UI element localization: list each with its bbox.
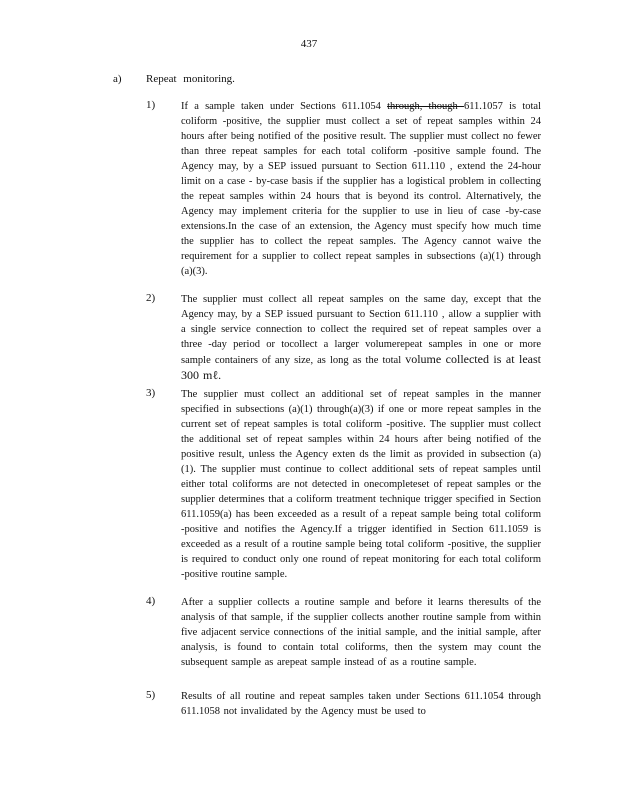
section-label: a) <box>113 73 122 85</box>
item-number: 2) <box>146 292 156 304</box>
item-number: 5) <box>146 689 156 701</box>
item-text: The supplier must collect an additional set of repeat samples in the manner specified in subsections (a)(1) through(a)(3) if one or more repeat samples in the current set of repeat samples is total coliform -positive. The supplier must collect the additional set of repeat samples within 24 hours after being notified of the positive result, unless the Agency exten ds the limit as provided in subsection (a)(1). The supplier must continue to collect additional sets of repeat samples until either total coliforms are not detected in onecompleteset of repeat samples or the supplier determines that a coliform treatment technique trigger specified in Section 611.1059(a) has been exceeded as a result of a repeat sample being total coliform -positive and notifies the Agency.If a trigger identified in Section 611.1059 is exceeded as a result of a routine sample being total coliform -positive, the supplier is required to conduct only one round of repeat monitoring for each total coliform -positive routine sample. <box>181 389 541 580</box>
item-text: After a supplier collects a routine sample and before it learns theresults of the analysis of that sample, if the supplier collects another routine sample from within five adjacent service connections of the initial sample, and the initial sample, after analysis, is found to contain total coliforms, then the system may count the subsequent sample as arepeat sample instead of as a routine sample. <box>181 597 541 668</box>
item-number: 3) <box>146 387 156 399</box>
item-number: 4) <box>146 595 156 607</box>
section-title: Repeat monitoring. <box>146 73 235 85</box>
page-number: 437 <box>300 38 318 50</box>
item-text <box>181 292 541 384</box>
item-text-part: 611.1057 is total coliform -positive, the supplier must collect a set of repeat samples within 24 hours after being notified of the positive result. The supplier must collect no fewer than three repeat samples for each total coliform -positive sample found. The Agency may, by a SEP issued pursuant to Section 611.110 , extend the 24-hour limit on a case - by-case basis if the supplier has a logistical problem in collecting the repeat samples within 24 hours that is beyond its control. Alternatively, the Agency may implement criteria for the supplier to use in lieu of case -by-case extensions.In the case of an extension, the Agency must specify how much time the supplier has to collect the repeat samples. The Agency cannot waive the requirement for a supplier to collect repeat samples in subsections (a)(1) through (a)(3). <box>181 101 542 277</box>
item-text-part: The supplier must collect all repeat samples on the same day, except that the Agency may, by a SEP issued pursuant to Section 611.110 , allow a supplier with a single service connection to collect the required set of repeat samples over a three -day period or tocollect a larger volumerepeat samples in one or more sample containers of any size, as long as the total <box>181 294 541 366</box>
item-text: Results of all routine and repeat samples taken under Sections 611.1054 through 611.1058 not invalidated by the Agency must be used to <box>181 691 541 717</box>
item-text-part: volume collected is at least 300 mℓ. <box>181 352 541 382</box>
item-text <box>181 99 541 279</box>
struck-text: through, though <box>387 101 464 112</box>
item-text-part: If a sample taken under Sections 611.1054 <box>181 101 388 112</box>
item-number: 1) <box>146 99 156 111</box>
